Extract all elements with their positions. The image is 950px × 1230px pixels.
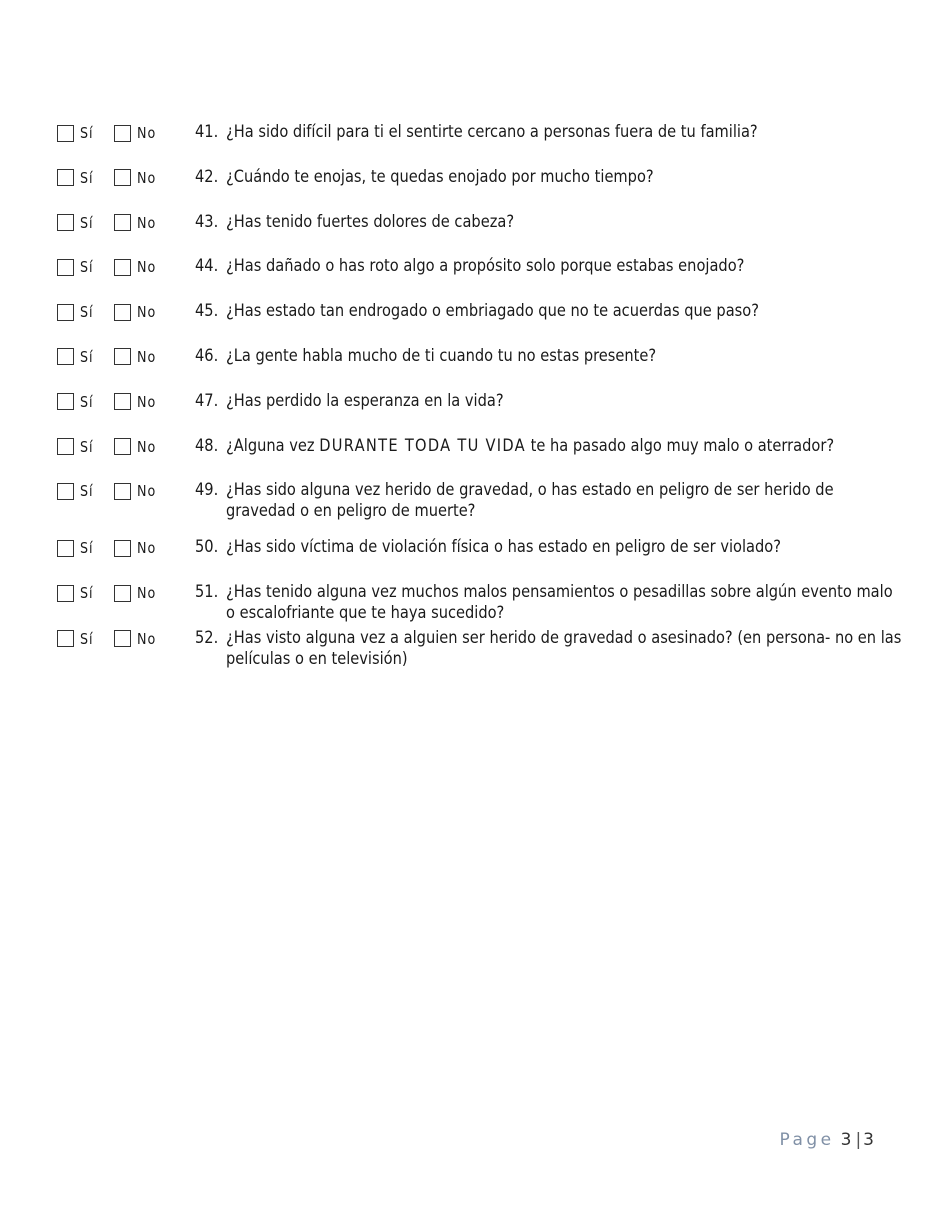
yes-option[interactable]: [57, 124, 102, 142]
yes-checkbox[interactable]: [57, 348, 74, 365]
yes-checkbox[interactable]: [57, 169, 74, 186]
question-number: 41.: [195, 122, 219, 142]
yes-option[interactable]: [57, 482, 102, 500]
question: [195, 167, 950, 188]
question-text-part: te ha pasado algo muy malo o aterrador?: [525, 435, 835, 456]
question-row-45: [57, 301, 907, 346]
yes-option[interactable]: [57, 393, 102, 411]
question: [195, 346, 950, 367]
question-row-42: [57, 167, 907, 212]
emphasized-text: DURANTE TODA TU VIDA: [319, 435, 526, 456]
answer-options: [57, 346, 195, 366]
yes-label: Sí: [80, 584, 94, 603]
yes-option[interactable]: [57, 539, 102, 557]
no-option[interactable]: [114, 630, 159, 648]
yes-checkbox[interactable]: [57, 585, 74, 602]
no-option[interactable]: [114, 169, 159, 187]
no-checkbox[interactable]: [114, 585, 131, 602]
no-label: No: [137, 584, 157, 603]
no-label: No: [137, 303, 157, 322]
yes-checkbox[interactable]: [57, 125, 74, 142]
question-row-51: [57, 582, 907, 628]
yes-label: Sí: [80, 392, 94, 411]
yes-label: Sí: [80, 168, 94, 187]
yes-option[interactable]: [57, 214, 102, 232]
question: [195, 480, 950, 522]
yes-label: Sí: [80, 539, 94, 558]
question-row-52: [57, 628, 907, 674]
no-option[interactable]: [114, 303, 159, 321]
yes-option[interactable]: [57, 169, 102, 187]
no-label: No: [137, 168, 157, 187]
no-option[interactable]: [114, 258, 159, 276]
yes-label: Sí: [80, 124, 94, 142]
no-label: No: [137, 392, 157, 411]
no-label: No: [137, 124, 157, 142]
answer-options: [57, 582, 195, 602]
yes-label: Sí: [80, 213, 94, 232]
answer-options: [57, 628, 195, 648]
yes-checkbox[interactable]: [57, 483, 74, 500]
yes-label: Sí: [80, 482, 94, 501]
question-row-43: [57, 212, 907, 257]
answer-options: [57, 301, 195, 321]
question-text: ¿Has perdido la esperanza en la vida?: [226, 390, 504, 411]
no-checkbox[interactable]: [114, 259, 131, 276]
total-page-number: 3: [863, 1130, 874, 1150]
question: [195, 628, 950, 670]
question-text: ¿Has dañado o has roto algo a propósito solo porque estabas enojado?: [226, 256, 745, 277]
question-text: ¿Has tenido alguna vez muchos malos pensamientos o pesadillas sobre algún evento malo o escalofriante que te haya sucedido?: [226, 582, 893, 624]
question-row-44: [57, 256, 907, 301]
yes-option[interactable]: [57, 348, 102, 366]
no-label: No: [137, 213, 157, 232]
yes-option[interactable]: [57, 303, 102, 321]
answer-options: [57, 391, 195, 411]
no-checkbox[interactable]: [114, 540, 131, 557]
page-separator: |: [855, 1130, 862, 1150]
question-number: 49.: [195, 480, 219, 501]
question-number: 51.: [195, 582, 219, 603]
no-checkbox[interactable]: [114, 438, 131, 455]
page-label: Page: [779, 1130, 835, 1150]
current-page-number: 3: [840, 1130, 852, 1150]
question: [195, 537, 950, 558]
question-row-47: [57, 391, 907, 436]
no-checkbox[interactable]: [114, 214, 131, 231]
no-option[interactable]: [114, 539, 159, 557]
question-row-48: [57, 436, 907, 481]
no-checkbox[interactable]: [114, 125, 131, 142]
yes-checkbox[interactable]: [57, 214, 74, 231]
answer-options: [57, 436, 195, 456]
no-option[interactable]: [114, 482, 159, 500]
no-option[interactable]: [114, 393, 159, 411]
question-row-46: [57, 346, 907, 391]
question: [195, 212, 950, 233]
answer-options: [57, 167, 195, 187]
page-footer: [779, 1130, 874, 1150]
no-label: No: [137, 437, 157, 456]
no-option[interactable]: [114, 438, 159, 456]
no-label: No: [137, 629, 157, 648]
no-option[interactable]: [114, 348, 159, 366]
question-text: ¿Has sido alguna vez herido de gravedad, o has estado en peligro de ser herido de gravedad o en peligro de muerte?: [226, 480, 834, 522]
question-text: ¿Has tenido fuertes dolores de cabeza?: [226, 211, 515, 232]
yes-option[interactable]: [57, 438, 102, 456]
yes-label: Sí: [80, 629, 94, 648]
yes-option[interactable]: [57, 630, 102, 648]
yes-label: Sí: [80, 258, 94, 277]
no-checkbox[interactable]: [114, 483, 131, 500]
question: [195, 122, 950, 143]
no-checkbox[interactable]: [114, 348, 131, 365]
no-checkbox[interactable]: [114, 630, 131, 647]
yes-checkbox[interactable]: [57, 393, 74, 410]
question-list: [57, 122, 907, 673]
question-number: 52.: [195, 627, 219, 648]
answer-options: [57, 537, 195, 557]
question: [195, 436, 950, 457]
question-text: ¿Has sido víctima de violación física o has estado en peligro de ser violado?: [226, 537, 782, 558]
yes-checkbox[interactable]: [57, 259, 74, 276]
answer-options: [57, 256, 195, 276]
question-number: 42.: [195, 166, 219, 187]
no-label: No: [137, 258, 157, 277]
yes-label: Sí: [80, 437, 94, 456]
no-label: No: [137, 347, 157, 366]
question-number: 44.: [195, 256, 219, 277]
question: [195, 256, 950, 277]
question-text: ¿La gente habla mucho de ti cuando tu no estas presente?: [226, 345, 657, 366]
question-number: 48.: [195, 435, 219, 456]
yes-label: Sí: [80, 303, 94, 322]
no-option[interactable]: [114, 214, 159, 232]
no-option[interactable]: [114, 124, 159, 142]
yes-option[interactable]: [57, 258, 102, 276]
question-number: 46.: [195, 345, 219, 366]
no-checkbox[interactable]: [114, 304, 131, 321]
answer-options: [57, 480, 195, 500]
question-number: 50.: [195, 537, 219, 558]
question-row-50: [57, 537, 907, 582]
question-text-part: ¿Alguna vez: [226, 435, 320, 456]
no-label: No: [137, 482, 157, 501]
no-checkbox[interactable]: [114, 169, 131, 186]
no-label: No: [137, 539, 157, 558]
question: [195, 301, 950, 322]
yes-checkbox[interactable]: [57, 630, 74, 647]
answer-options: [57, 212, 195, 232]
question: [195, 391, 950, 412]
question-number: 43.: [195, 211, 219, 232]
question-text: [226, 436, 905, 457]
question-number: 45.: [195, 301, 219, 322]
yes-checkbox[interactable]: [57, 438, 74, 455]
no-option[interactable]: [114, 584, 159, 602]
yes-checkbox[interactable]: [57, 540, 74, 557]
question-text: ¿Cuándo te enojas, te quedas enojado por mucho tiempo?: [226, 166, 654, 187]
yes-label: Sí: [80, 347, 94, 366]
question-text: ¿Has visto alguna vez a alguien ser herido de gravedad o asesinado? (en persona- no en las películas o en televisión): [226, 627, 902, 669]
question-text: ¿Has estado tan endrogado o embriagado que no te acuerdas que paso?: [226, 301, 759, 322]
answer-options: [57, 122, 195, 142]
question-number: 47.: [195, 390, 219, 411]
question-row-49: [57, 480, 907, 537]
question-text: ¿Ha sido difícil para ti el sentirte cercano a personas fuera de tu familia?: [226, 122, 758, 142]
yes-option[interactable]: [57, 584, 102, 602]
yes-checkbox[interactable]: [57, 304, 74, 321]
no-checkbox[interactable]: [114, 393, 131, 410]
question-row-41: [57, 122, 907, 167]
question: [195, 582, 950, 624]
